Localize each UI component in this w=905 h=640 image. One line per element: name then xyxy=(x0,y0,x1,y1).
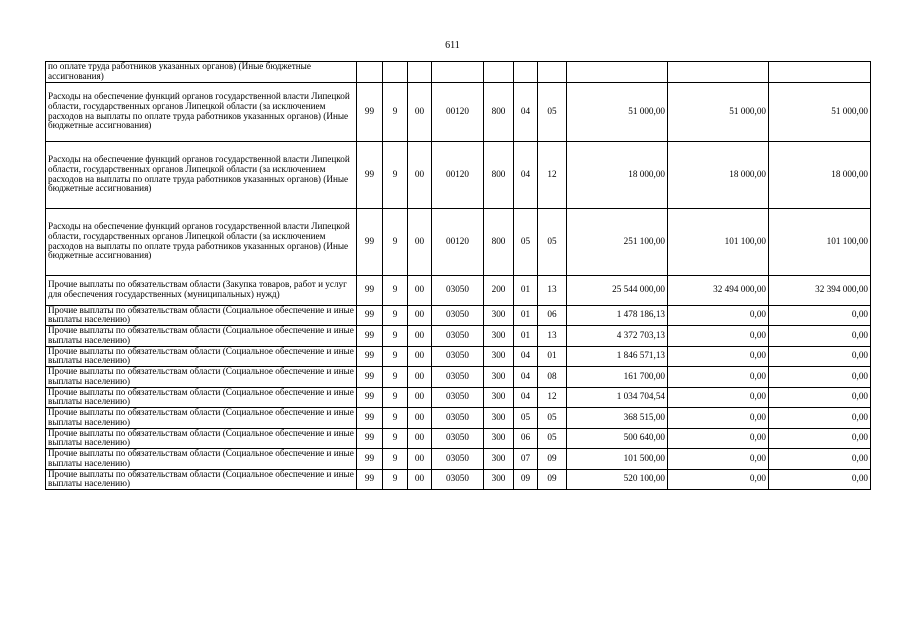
amount-year-1 xyxy=(567,62,668,83)
code-subprogram: 9 xyxy=(383,141,408,208)
code-direction: 03050 xyxy=(432,275,484,305)
code-section: 09 xyxy=(514,469,538,490)
code-subsection: 05 xyxy=(538,408,567,429)
row-description: Прочие выплаты по обязательствам области (Социальное обеспечение и иные выплаты населению) xyxy=(46,346,357,367)
code-expense-type: 300 xyxy=(484,305,514,326)
code-subsection: 09 xyxy=(538,449,567,470)
code-main-event: 00 xyxy=(408,275,432,305)
code-subprogram: 9 xyxy=(383,275,408,305)
code-main-event: 00 xyxy=(408,208,432,275)
amount-year-2: 101 100,00 xyxy=(668,208,769,275)
code-expense-type: 300 xyxy=(484,346,514,367)
code-direction: 00120 xyxy=(432,82,484,141)
code-expense-type: 200 xyxy=(484,275,514,305)
table-row xyxy=(46,275,871,305)
code-main-event: 00 xyxy=(408,449,432,470)
code-program: 99 xyxy=(357,428,383,449)
code-program: 99 xyxy=(357,367,383,388)
code-expense-type: 300 xyxy=(484,387,514,408)
code-program: 99 xyxy=(357,82,383,141)
code-expense-type: 800 xyxy=(484,82,514,141)
code-direction: 03050 xyxy=(432,408,484,429)
table-row xyxy=(46,141,871,208)
amount-year-1: 1 478 186,13 xyxy=(567,305,668,326)
code-subsection: 01 xyxy=(538,346,567,367)
code-section: 04 xyxy=(514,82,538,141)
amount-year-3: 0,00 xyxy=(769,367,871,388)
code-program: 99 xyxy=(357,469,383,490)
code-subprogram: 9 xyxy=(383,346,408,367)
row-description: Прочие выплаты по обязательствам области (Социальное обеспечение и иные выплаты населению) xyxy=(46,449,357,470)
row-description: по оплате труда работников указанных органов) (Иные бюджетные ассигнования) xyxy=(46,62,357,83)
code-expense-type: 300 xyxy=(484,408,514,429)
code-expense-type: 300 xyxy=(484,449,514,470)
code-subsection: 13 xyxy=(538,326,567,347)
table-row xyxy=(46,346,871,367)
amount-year-3: 0,00 xyxy=(769,305,871,326)
code-program: 99 xyxy=(357,326,383,347)
code-subprogram: 9 xyxy=(383,387,408,408)
code-subsection: 13 xyxy=(538,275,567,305)
code-main-event: 00 xyxy=(408,428,432,449)
row-description: Прочие выплаты по обязательствам области (Социальное обеспечение и иные выплаты населению) xyxy=(46,428,357,449)
code-section: 01 xyxy=(514,326,538,347)
amount-year-1: 161 700,00 xyxy=(567,367,668,388)
code-expense-type: 300 xyxy=(484,469,514,490)
code-program: 99 xyxy=(357,208,383,275)
code-subsection: 12 xyxy=(538,141,567,208)
amount-year-3: 32 394 000,00 xyxy=(769,275,871,305)
code-direction: 03050 xyxy=(432,326,484,347)
code-program: 99 xyxy=(357,305,383,326)
code-direction: 03050 xyxy=(432,428,484,449)
code-section: 04 xyxy=(514,141,538,208)
page-number: 611 xyxy=(445,40,460,51)
amount-year-2: 51 000,00 xyxy=(668,82,769,141)
code-subprogram xyxy=(383,62,408,83)
row-description: Прочие выплаты по обязательствам области (Социальное обеспечение и иные выплаты населению) xyxy=(46,387,357,408)
code-subprogram: 9 xyxy=(383,449,408,470)
code-direction: 03050 xyxy=(432,387,484,408)
code-main-event: 00 xyxy=(408,408,432,429)
code-program: 99 xyxy=(357,449,383,470)
table-row xyxy=(46,408,871,429)
table-row xyxy=(46,449,871,470)
code-section: 05 xyxy=(514,208,538,275)
amount-year-3: 51 000,00 xyxy=(769,82,871,141)
code-section: 04 xyxy=(514,346,538,367)
code-section: 04 xyxy=(514,387,538,408)
amount-year-2: 32 494 000,00 xyxy=(668,275,769,305)
amount-year-3: 0,00 xyxy=(769,346,871,367)
code-subsection: 05 xyxy=(538,82,567,141)
amount-year-2: 0,00 xyxy=(668,326,769,347)
code-subprogram: 9 xyxy=(383,408,408,429)
code-direction: 03050 xyxy=(432,469,484,490)
amount-year-2 xyxy=(668,62,769,83)
code-section: 04 xyxy=(514,367,538,388)
amount-year-3: 0,00 xyxy=(769,428,871,449)
amount-year-1: 4 372 703,13 xyxy=(567,326,668,347)
code-main-event: 00 xyxy=(408,305,432,326)
amount-year-3: 0,00 xyxy=(769,408,871,429)
code-subsection: 08 xyxy=(538,367,567,388)
amount-year-3: 0,00 xyxy=(769,469,871,490)
amount-year-3: 0,00 xyxy=(769,449,871,470)
code-direction: 03050 xyxy=(432,305,484,326)
code-subsection: 09 xyxy=(538,469,567,490)
amount-year-3: 0,00 xyxy=(769,326,871,347)
code-subprogram: 9 xyxy=(383,305,408,326)
code-subsection xyxy=(538,62,567,83)
amount-year-3: 101 100,00 xyxy=(769,208,871,275)
amount-year-1: 500 640,00 xyxy=(567,428,668,449)
budget-table xyxy=(45,61,871,490)
code-program: 99 xyxy=(357,408,383,429)
code-direction: 03050 xyxy=(432,449,484,470)
row-description: Прочие выплаты по обязательствам области (Социальное обеспечение и иные выплаты населению) xyxy=(46,326,357,347)
amount-year-2: 0,00 xyxy=(668,367,769,388)
code-subprogram: 9 xyxy=(383,367,408,388)
row-description: Прочие выплаты по обязательствам области (Социальное обеспечение и иные выплаты населению) xyxy=(46,408,357,429)
table-row xyxy=(46,367,871,388)
code-expense-type: 300 xyxy=(484,428,514,449)
code-expense-type xyxy=(484,62,514,83)
code-section: 05 xyxy=(514,408,538,429)
amount-year-1: 51 000,00 xyxy=(567,82,668,141)
amount-year-2: 0,00 xyxy=(668,408,769,429)
code-main-event: 00 xyxy=(408,82,432,141)
code-subprogram: 9 xyxy=(383,208,408,275)
code-main-event: 00 xyxy=(408,141,432,208)
amount-year-2: 0,00 xyxy=(668,469,769,490)
amount-year-3: 18 000,00 xyxy=(769,141,871,208)
row-description: Прочие выплаты по обязательствам области (Социальное обеспечение и иные выплаты населению) xyxy=(46,305,357,326)
code-subprogram: 9 xyxy=(383,82,408,141)
code-main-event: 00 xyxy=(408,469,432,490)
code-main-event: 00 xyxy=(408,326,432,347)
table-row xyxy=(46,62,871,83)
row-description: Прочие выплаты по обязательствам области (Закупка товаров, работ и услуг для обеспечения государственных (муниципальных) нужд) xyxy=(46,275,357,305)
code-program: 99 xyxy=(357,141,383,208)
code-program: 99 xyxy=(357,275,383,305)
table-row xyxy=(46,387,871,408)
amount-year-2: 0,00 xyxy=(668,449,769,470)
code-subsection: 05 xyxy=(538,208,567,275)
code-expense-type: 800 xyxy=(484,208,514,275)
table-row xyxy=(46,82,871,141)
code-main-event: 00 xyxy=(408,387,432,408)
code-subprogram: 9 xyxy=(383,428,408,449)
amount-year-1: 1 034 704,54 xyxy=(567,387,668,408)
row-description: Расходы на обеспечение функций органов государственной власти Липецкой области, государственных органов Липецкой области (за исключением расходов на выплаты по оплате труда работников указанных органов) (Иные бюджетные ассигнования) xyxy=(46,208,357,275)
row-description: Расходы на обеспечение функций органов государственной власти Липецкой области, государственных органов Липецкой области (за исключением расходов на выплаты по оплате труда работников указанных органов) (Иные бюджетные ассигнования) xyxy=(46,141,357,208)
amount-year-2: 0,00 xyxy=(668,387,769,408)
code-main-event: 00 xyxy=(408,346,432,367)
code-expense-type: 300 xyxy=(484,367,514,388)
code-section xyxy=(514,62,538,83)
amount-year-1: 251 100,00 xyxy=(567,208,668,275)
code-section: 01 xyxy=(514,275,538,305)
table-row xyxy=(46,326,871,347)
table-row xyxy=(46,469,871,490)
amount-year-1: 101 500,00 xyxy=(567,449,668,470)
code-direction: 03050 xyxy=(432,346,484,367)
code-program: 99 xyxy=(357,346,383,367)
code-direction: 03050 xyxy=(432,367,484,388)
code-section: 07 xyxy=(514,449,538,470)
amount-year-1: 520 100,00 xyxy=(567,469,668,490)
amount-year-2: 0,00 xyxy=(668,346,769,367)
table-row xyxy=(46,428,871,449)
code-section: 06 xyxy=(514,428,538,449)
amount-year-1: 368 515,00 xyxy=(567,408,668,429)
amount-year-1: 25 544 000,00 xyxy=(567,275,668,305)
table-row xyxy=(46,208,871,275)
code-subsection: 06 xyxy=(538,305,567,326)
code-program xyxy=(357,62,383,83)
code-direction xyxy=(432,62,484,83)
amount-year-2: 0,00 xyxy=(668,428,769,449)
code-direction: 00120 xyxy=(432,141,484,208)
amount-year-2: 18 000,00 xyxy=(668,141,769,208)
code-direction: 00120 xyxy=(432,208,484,275)
code-section: 01 xyxy=(514,305,538,326)
code-subprogram: 9 xyxy=(383,326,408,347)
code-program: 99 xyxy=(357,387,383,408)
code-subprogram: 9 xyxy=(383,469,408,490)
amount-year-2: 0,00 xyxy=(668,305,769,326)
code-expense-type: 300 xyxy=(484,326,514,347)
code-expense-type: 800 xyxy=(484,141,514,208)
code-subsection: 05 xyxy=(538,428,567,449)
row-description: Прочие выплаты по обязательствам области (Социальное обеспечение и иные выплаты населению) xyxy=(46,469,357,490)
code-main-event: 00 xyxy=(408,367,432,388)
row-description: Прочие выплаты по обязательствам области (Социальное обеспечение и иные выплаты населению) xyxy=(46,367,357,388)
amount-year-3: 0,00 xyxy=(769,387,871,408)
amount-year-1: 1 846 571,13 xyxy=(567,346,668,367)
amount-year-1: 18 000,00 xyxy=(567,141,668,208)
code-subsection: 12 xyxy=(538,387,567,408)
amount-year-3 xyxy=(769,62,871,83)
code-main-event xyxy=(408,62,432,83)
row-description: Расходы на обеспечение функций органов государственной власти Липецкой области, государственных органов Липецкой области (за исключением расходов на выплаты по оплате труда работников указанных органов) (Иные бюджетные ассигнования) xyxy=(46,82,357,141)
table-row xyxy=(46,305,871,326)
